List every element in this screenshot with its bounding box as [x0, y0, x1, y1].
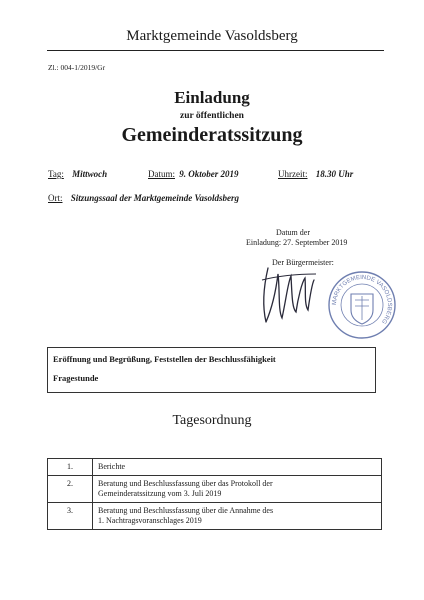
table-row: [48, 503, 382, 530]
stamp-text: MARKTGEMEINDE VASOLDSBERG: [331, 274, 393, 325]
subtitle: zur öffentlichen: [180, 111, 244, 121]
signature-icon: [258, 260, 318, 330]
time-value: 18.30 Uhr: [315, 169, 354, 179]
meeting-time: [278, 169, 353, 179]
agenda-text: [93, 503, 382, 530]
preamble-item-opening: Eröffnung und Begrüßung, Feststellen der Beschlussfähigkeit: [53, 354, 276, 364]
meeting-day: [48, 169, 107, 179]
date-value: 9. Oktober 2019: [179, 169, 239, 179]
agenda-text-line2: Gemeinderatssitzung vom 3. Juli 2019: [98, 489, 222, 498]
agenda-number: 2.: [48, 476, 93, 503]
municipality-header: Marktgemeinde Vasoldsberg: [126, 28, 298, 44]
table-row: [48, 476, 382, 503]
place-label: Ort:: [48, 193, 63, 203]
time-label: Uhrzeit:: [278, 169, 308, 179]
meeting-date: [148, 169, 239, 179]
agenda-number: 3.: [48, 503, 93, 530]
agenda-table: [47, 458, 382, 530]
table-row: [48, 459, 382, 476]
preamble-item-questions: Fragestunde: [53, 373, 99, 383]
title: Einladung: [174, 88, 250, 107]
heading: Gemeinderatssitzung: [121, 124, 303, 146]
reference-number: Zl.: 004-1/2019/Gr: [48, 63, 106, 72]
invitation-date-line2: Einladung: 27. September 2019: [246, 238, 348, 247]
day-value: Mittwoch: [72, 169, 108, 179]
place-value: Sitzungssaal der Marktgemeinde Vasoldsberg: [70, 193, 240, 203]
invitation-date-line1: Datum der: [276, 228, 310, 237]
agenda-text: [93, 459, 382, 476]
agenda-text-line1: Berichte: [98, 462, 126, 471]
day-label: Tag:: [48, 169, 64, 179]
agenda-text-line2: 1. Nachtragsvoranschlages 2019: [98, 516, 202, 525]
agenda-text: [93, 476, 382, 503]
agenda-text-line1: Beratung und Beschlussfassung über die Annahme des: [98, 506, 274, 515]
meeting-place: [48, 193, 239, 203]
agenda-text-line1: Beratung und Beschlussfassung über das Protokoll der: [98, 479, 273, 488]
agenda-title: Tagesordnung: [172, 413, 252, 428]
mayor-label: Der Bürgermeister:: [272, 258, 334, 267]
date-label: Datum:: [148, 169, 175, 179]
agenda-number: 1.: [48, 459, 93, 476]
header-rule: [47, 50, 384, 51]
municipal-stamp-icon: [327, 270, 397, 340]
